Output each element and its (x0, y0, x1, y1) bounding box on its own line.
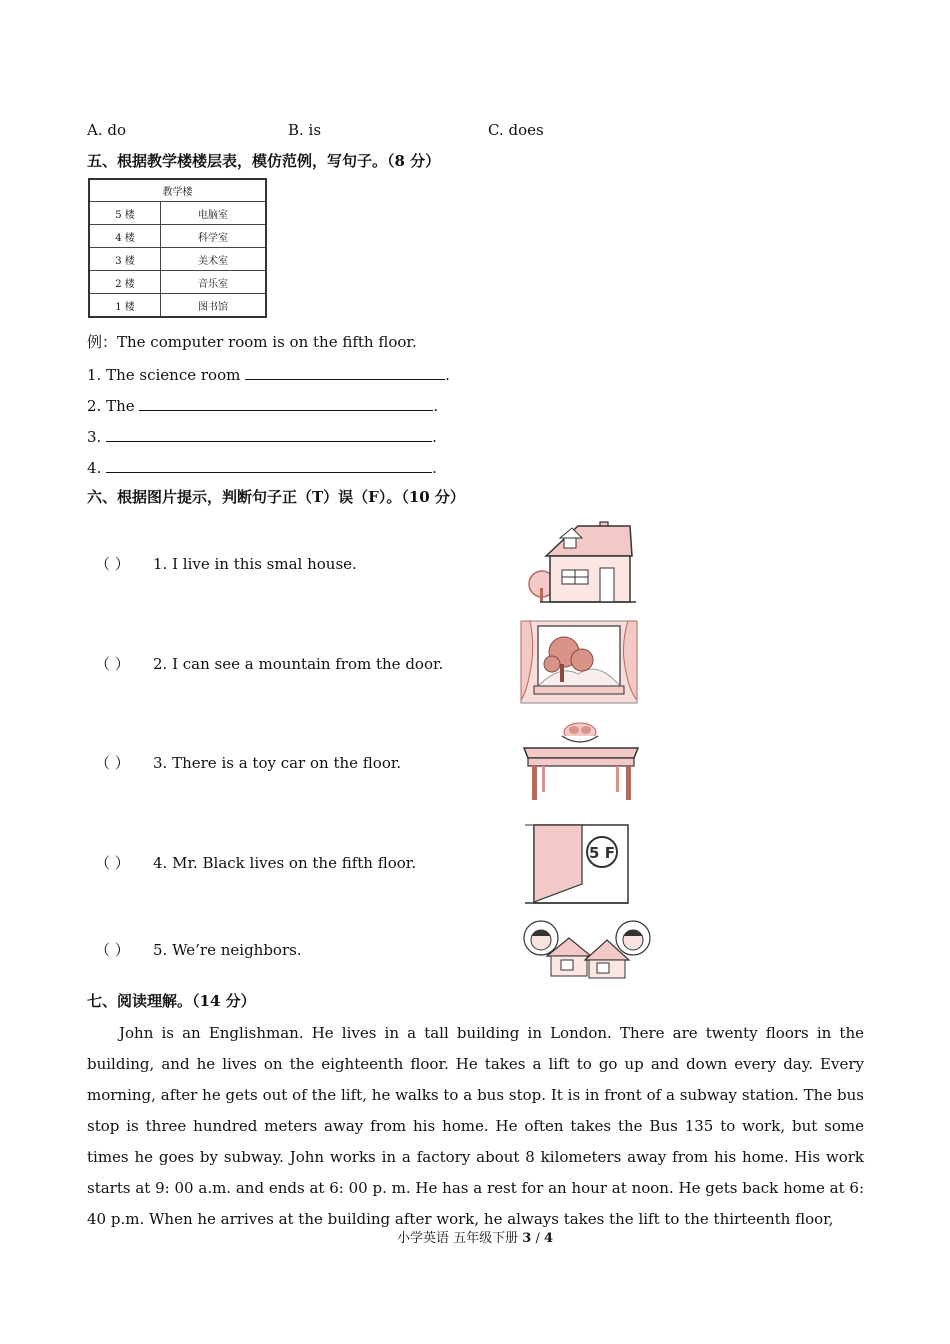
floor-cell: 5 楼 (89, 202, 161, 225)
option-b: B. is (288, 121, 322, 139)
tf-item-5 (95, 939, 302, 960)
window-picture (520, 620, 638, 704)
question-1-text: 1. The science room (87, 366, 241, 384)
option-a: A. do (87, 121, 127, 139)
reading-passage: John is an Englishman. He lives in a tall building in London. There are twenty floors in the building, and he lives on the eighteenth floor. He takes a lift to go up and down every day. Every morning, after he gets out of the lift, he walks to a bus stop. It is in front of a subway station. The bus stop is three hundred meters away from his home. He often takes the Bus 135 to work, but some times he goes by subway. John works in a factory about 8 kilometers away from his home. His work starts at 9: 00 a.m. and ends at 6: 00 p. m. He has a rest for an hour at noon. He gets back home at 6: 40 p.m. When he arrives at the building after work, he always takes the lift to the thirteenth floor, (87, 1024, 864, 1228)
table-row (89, 271, 266, 294)
period: . (432, 459, 437, 477)
example-sentence: 例：The computer room is on the fifth floor. (87, 333, 417, 351)
table-picture (520, 718, 642, 802)
question-3-text: 3. (87, 428, 102, 446)
answer-paren[interactable]: （ ） (95, 854, 130, 872)
page-total: 4 (543, 1231, 554, 1246)
house-picture (520, 518, 638, 606)
question-1 (87, 364, 450, 385)
option-c: C. does (488, 121, 544, 139)
neighbors-picture (521, 916, 657, 980)
question-4 (87, 457, 437, 478)
floor-sign-text: 5 F (589, 844, 615, 862)
tf-item-1 (95, 553, 357, 574)
tf-item-2 (95, 653, 443, 674)
tf-item-text: 4. Mr. Black lives on the fifth floor. (153, 854, 417, 872)
footer-text: 小学英语 五年级下册 (396, 1231, 519, 1246)
period: . (445, 366, 450, 384)
table-row (89, 202, 266, 225)
table-row (89, 225, 266, 248)
table-row (89, 248, 266, 271)
room-cell: 美术室 (161, 248, 267, 271)
answer-paren[interactable]: （ ） (95, 754, 130, 772)
period: . (432, 428, 437, 446)
floor-cell: 1 楼 (89, 294, 161, 318)
room-cell: 音乐室 (161, 271, 267, 294)
question-2 (87, 395, 438, 416)
section5-heading: 五、根据教学楼楼层表，模仿范例，写句子。（8 分） (87, 152, 441, 170)
page-number: 3 (522, 1231, 532, 1246)
page-separator: / (535, 1231, 540, 1246)
answer-blank-1[interactable] (245, 364, 445, 380)
answer-paren[interactable]: （ ） (95, 941, 130, 959)
room-cell: 科学室 (161, 225, 267, 248)
floor-cell: 4 楼 (89, 225, 161, 248)
page-footer (0, 1227, 950, 1246)
answer-paren[interactable]: （ ） (95, 555, 130, 573)
room-cell: 图书馆 (161, 294, 267, 318)
floor-sign-picture (522, 822, 630, 906)
period: . (433, 397, 439, 415)
tf-item-text: 1. I live in this smal house. (153, 555, 357, 573)
room-cell: 电脑室 (161, 202, 267, 225)
section6-heading: 六、根据图片提示，判断句子正（T）误（F）。（10 分） (87, 488, 465, 506)
floor-cell: 2 楼 (89, 271, 161, 294)
answer-blank-2[interactable] (139, 395, 433, 411)
section7-heading: 七、阅读理解。（14 分） (87, 992, 256, 1010)
answer-paren[interactable]: （ ） (95, 655, 130, 673)
floor-cell: 3 楼 (89, 248, 161, 271)
question-4-text: 4. (87, 459, 102, 477)
question-2-text: 2. The (87, 397, 135, 415)
tf-item-3 (95, 752, 401, 773)
answer-blank-4[interactable] (106, 457, 432, 473)
table-row (89, 294, 266, 318)
tf-item-text: 2. I can see a mountain from the door. (153, 655, 444, 673)
tf-item-4 (95, 852, 416, 873)
floor-table (88, 178, 267, 318)
tf-item-text: 3. There is a toy car on the floor. (153, 754, 402, 772)
question-3 (87, 426, 437, 447)
table-title: 教学楼 (89, 179, 266, 202)
answer-blank-3[interactable] (106, 426, 432, 442)
tf-item-text: 5. We’re neighbors. (153, 941, 302, 959)
